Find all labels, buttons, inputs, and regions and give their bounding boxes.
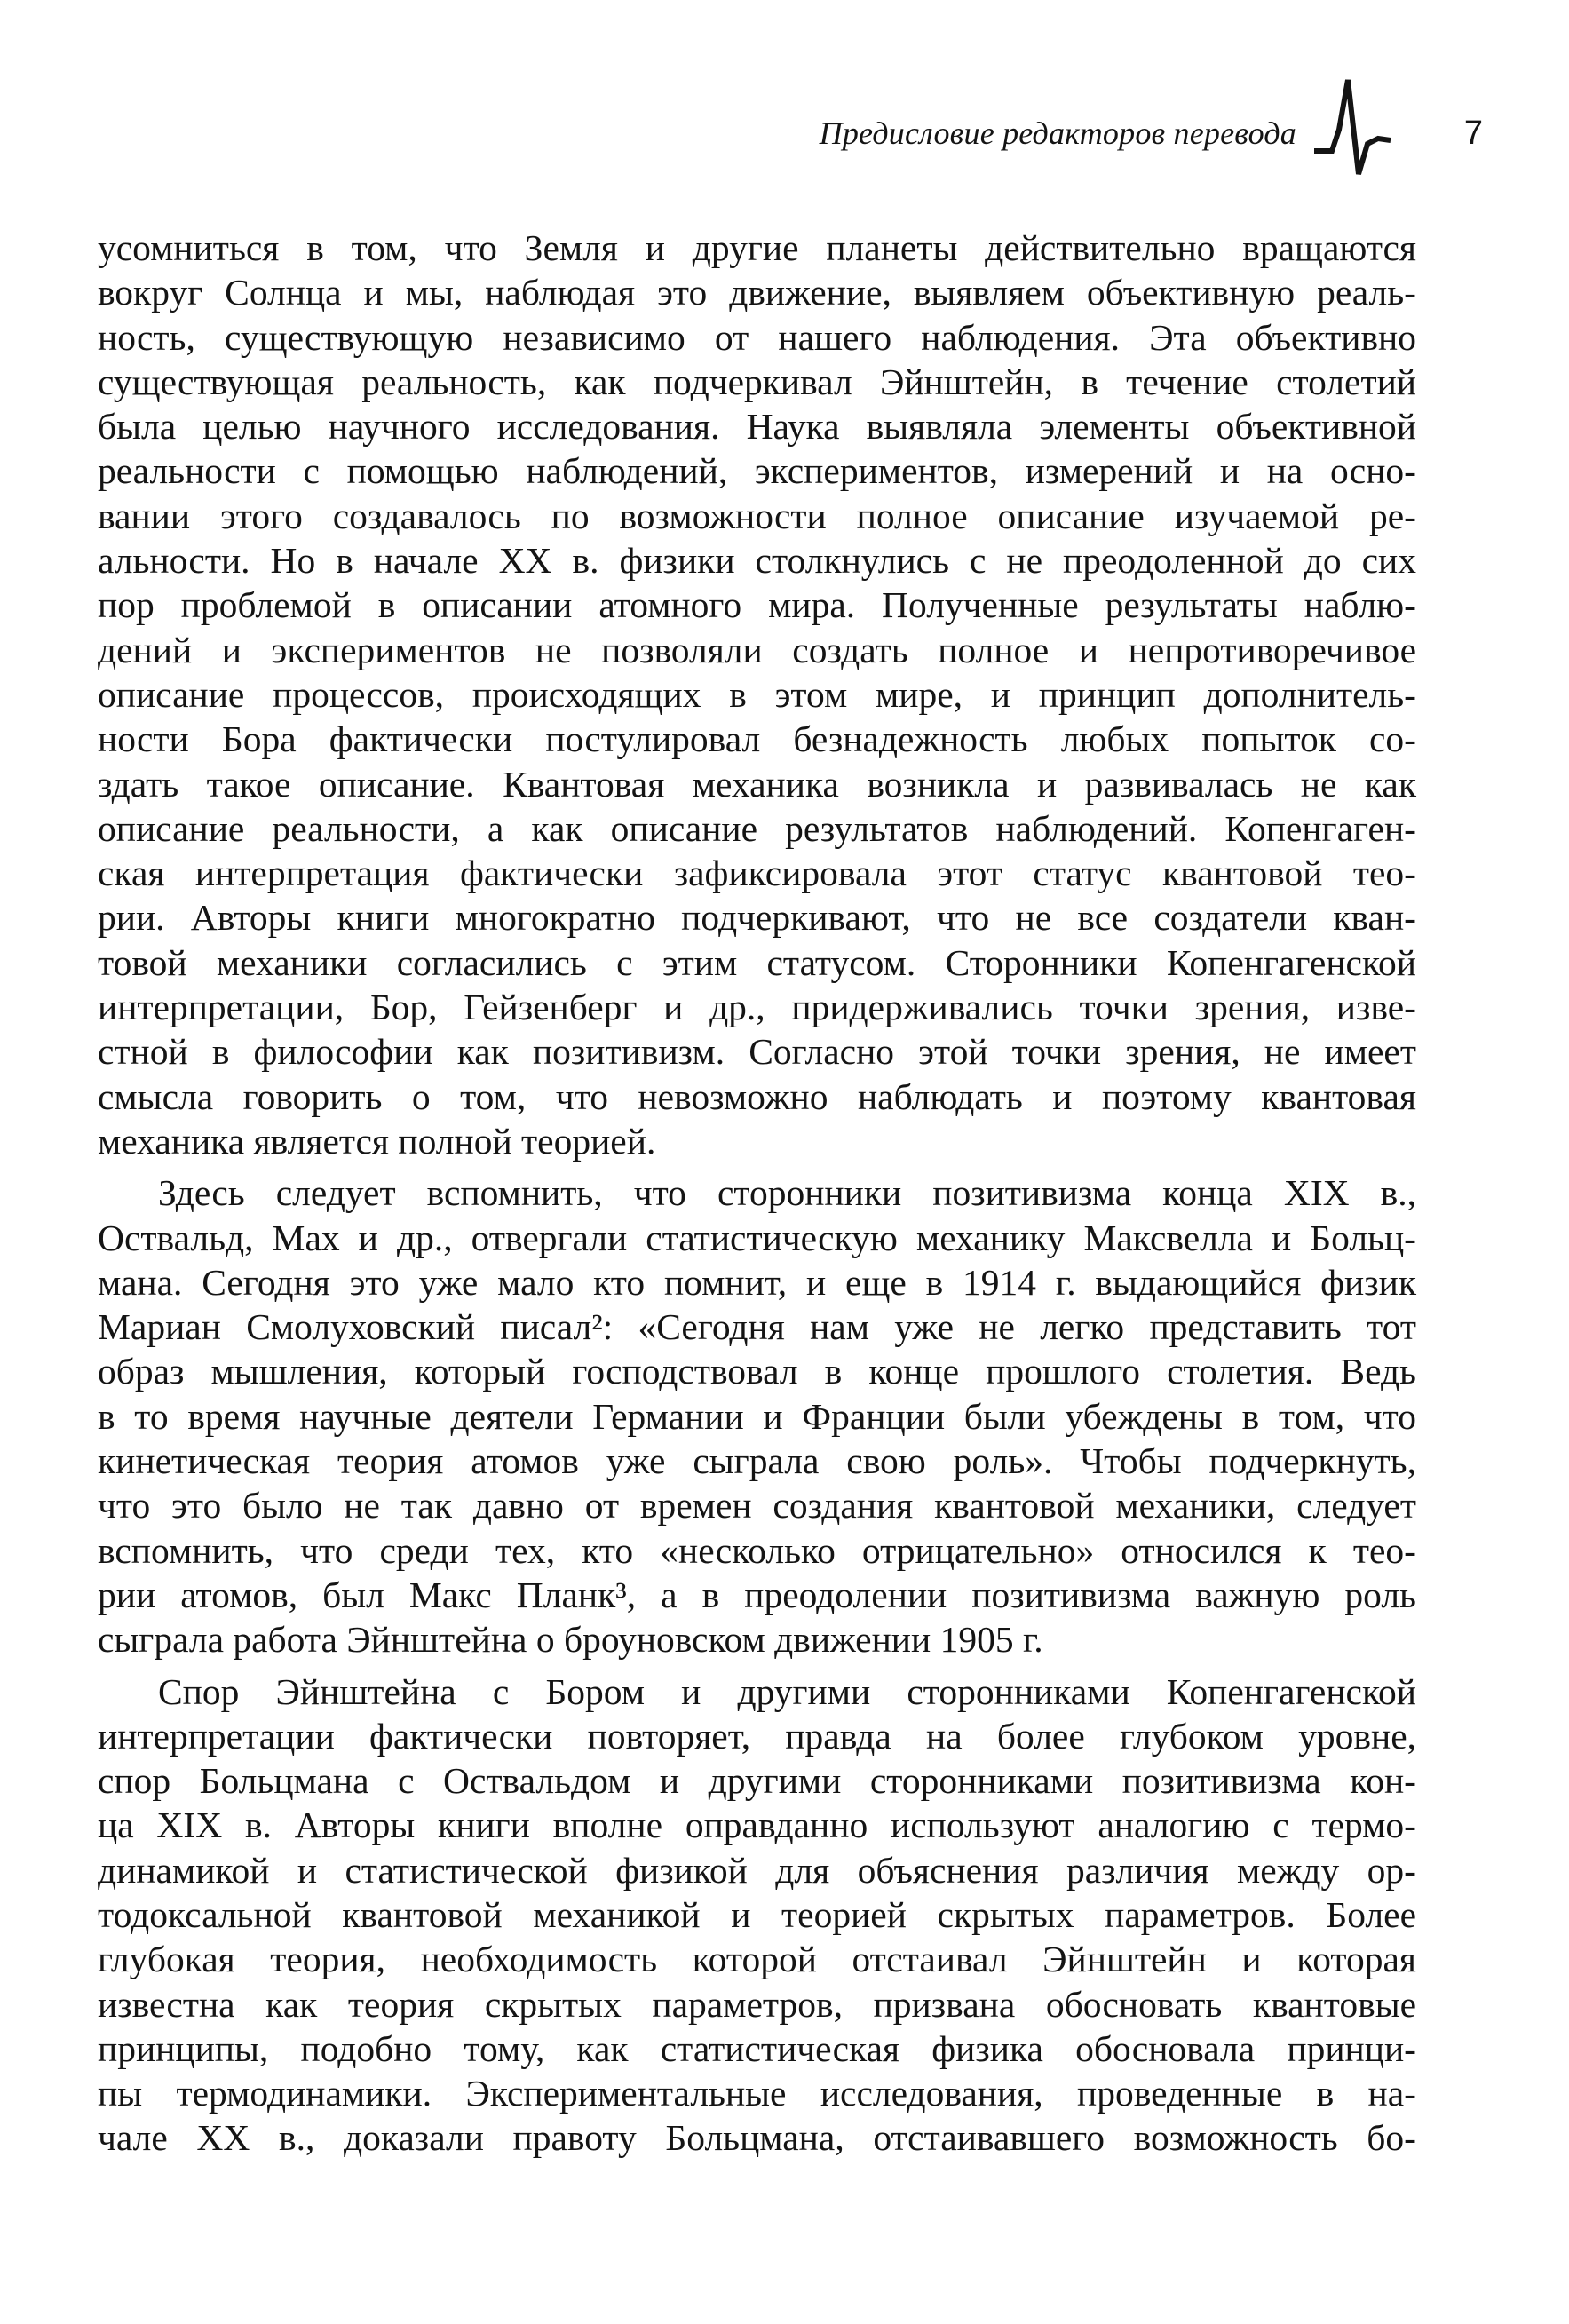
- text-line: рии атомов, был Макс Планк³, а в преодолении позитивизма важную роль: [98, 1574, 1416, 1615]
- text-line: сыграла работа Эйнштейна о броуновском движении 1905 г.: [98, 1619, 1043, 1661]
- text-line: была целью научного исследования. Наука выявляла элементы объективной: [98, 406, 1416, 448]
- text-line: описание процессов, происходящих в этом мире, и принцип дополнитель-: [98, 673, 1416, 715]
- paragraph-gap: [98, 1163, 1416, 1170]
- text-line: пы термодинамики. Экспериментальные исследования, проведенные в на-: [98, 2073, 1416, 2114]
- text-line: принципы, подобно тому, как статистическая физика обосновала принци-: [98, 2027, 1416, 2069]
- text-line: Мариан Смолуховский писал²: «Сегодня нам уже не легко представить тот: [98, 1306, 1416, 1348]
- text-line: ская интерпретация фактически зафиксировала этот статус квантовой тео-: [98, 853, 1416, 894]
- text-line: здать такое описание. Квантовая механика возникла и развивалась не как: [98, 763, 1416, 805]
- text-line: образ мышления, который господствовал в конце прошлого столетия. Ведь: [98, 1351, 1416, 1392]
- text-line: чале XX в., доказали правоту Больцмана, отстаивавшего возможность бо-: [98, 2117, 1416, 2159]
- text-line: механика является полной теорией.: [98, 1120, 656, 1162]
- text-line: описание реальности, а как описание результатов наблюдений. Копенгаген-: [98, 807, 1416, 849]
- text-line: кинетическая теория атомов уже сыграла свою роль». Чтобы подчеркнуть,: [98, 1440, 1416, 1482]
- body-text: [98, 226, 1416, 2161]
- text-line: мана. Сегодня это уже мало кто помнит, и еще в 1914 г. выдающийся физик: [98, 1261, 1416, 1303]
- text-line: известна как теория скрытых параметров, призвана обосновать квантовые: [98, 1983, 1416, 2025]
- text-line: рии. Авторы книги многократно подчеркивают, что не все создатели кван-: [98, 897, 1416, 939]
- text-line: смысла говорить о том, что невозможно наблюдать и поэтому квантовая: [98, 1075, 1416, 1117]
- text-line: стной в философии как позитивизм. Согласно этой точки зрения, не имеет: [98, 1031, 1416, 1073]
- text-line: усомниться в том, что Земля и другие планеты действительно вращаются: [98, 227, 1416, 268]
- page-number: 7: [1463, 115, 1483, 152]
- text-line: альности. Но в начале XX в. физики столкнулись с не преодоленной до сих: [98, 540, 1416, 582]
- text-line: глубокая теория, необходимость которой отстаивал Эйнштейн и которая: [98, 1939, 1416, 1980]
- text-line: Спор Эйнштейна с Бором и другими сторонниками Копенгагенской: [158, 1670, 1416, 1712]
- text-line: товой механики согласились с этим статусом. Сторонники Копенгагенской: [98, 941, 1416, 983]
- text-line: вокруг Солнца и мы, наблюдая это движение, выявляем объективную реаль-: [98, 272, 1416, 313]
- text-line: интерпретации фактически повторяет, правда на более глубоком уровне,: [98, 1715, 1416, 1757]
- text-line: вании этого создавалось по возможности полное описание изучаемой ре-: [98, 495, 1416, 536]
- pulse-logo-icon: [1312, 75, 1394, 181]
- text-line: в то время научные деятели Германии и Франции были убеждены в том, что: [98, 1395, 1416, 1437]
- text-line: спор Больцмана с Оствальдом и другими сторонниками позитивизма кон-: [98, 1760, 1416, 1802]
- paragraph-2: [98, 1170, 1416, 1662]
- text-line: Здесь следует вспомнить, что сторонники позитивизма конца XIX в.,: [158, 1172, 1416, 1214]
- text-line: ца XIX в. Авторы книги вполне оправданно используют аналогию с термо-: [98, 1804, 1416, 1846]
- text-line: Оствальд, Мах и др., отвергали статистическую механику Максвелла и Больц-: [98, 1217, 1416, 1258]
- text-line: тодоксальной квантовой механикой и теорией скрытых параметров. Более: [98, 1893, 1416, 1935]
- paragraph-1: [98, 226, 1416, 1163]
- text-line: интерпретации, Бор, Гейзенберг и др., придерживались точки зрения, изве-: [98, 987, 1416, 1028]
- text-line: ность, существующую независимо от нашего наблюдения. Эта объективно: [98, 316, 1416, 358]
- text-line: пор проблемой в описании атомного мира. Полученные результаты наблю-: [98, 584, 1416, 626]
- running-head-title: Предисловие редакторов перевода: [819, 115, 1296, 151]
- paragraph-3: [98, 1670, 1416, 2161]
- text-line: реальности с помощью наблюдений, экспериментов, измерений и на осно-: [98, 450, 1416, 492]
- text-line: вспомнить, что среди тех, кто «несколько отрицательно» относился к тео-: [98, 1529, 1416, 1571]
- text-line: что это было не так давно от времен создания квантовой механики, следует: [98, 1485, 1416, 1527]
- paragraph-gap: [98, 1662, 1416, 1670]
- text-line: существующая реальность, как подчеркивал Эйнштейн, в течение столетий: [98, 361, 1416, 402]
- text-line: ности Бора фактически постулировал безнадежность любых попыток со-: [98, 718, 1416, 760]
- text-line: дений и экспериментов не позволяли создать полное и непротиворечивое: [98, 629, 1416, 670]
- text-line: динамикой и статистической физикой для объяснения различия между ор-: [98, 1849, 1416, 1891]
